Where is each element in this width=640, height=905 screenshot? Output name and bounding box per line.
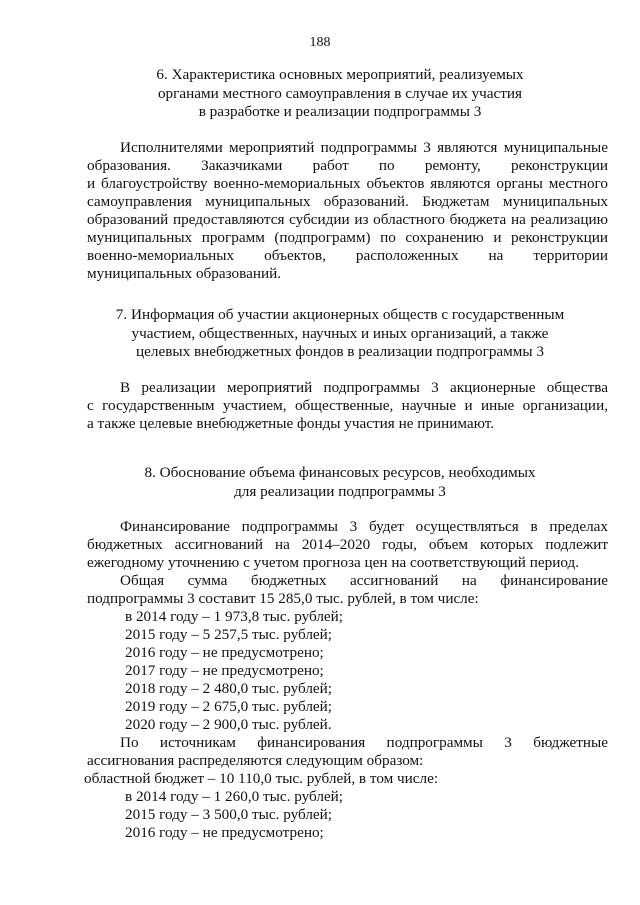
text-line: муниципальных программ (подпрограмм) по сохранению и реконструкции <box>87 229 608 246</box>
heading-line: целевых внебюджетных фондов в реализации подпрограммы 3 <box>136 343 544 360</box>
text-line: бюджетных ассигнований на 2014–2020 годы, объем которых подлежит <box>87 536 608 553</box>
section-8-heading <box>70 464 610 501</box>
text-line: областной бюджет – 10 110,0 тыс. рублей, в том числе: <box>84 770 439 787</box>
section-7-heading <box>70 306 610 362</box>
text-line: образований предоставляются субсидии из областного бюджета на реализацию <box>87 211 608 228</box>
heading-line: в разработке и реализации подпрограммы 3 <box>198 103 482 120</box>
text-line: и благоустройству военно-мемориальных объектов являются органы местного <box>87 175 608 192</box>
text-line: ежегодному уточнению с учетом прогноза цен на соответствующий период. <box>87 554 579 571</box>
heading-line: 8. Обоснование объема финансовых ресурсов, необходимых <box>144 464 536 481</box>
section-6-text <box>87 139 608 283</box>
text-line: муниципальных образований. <box>87 265 281 282</box>
list-item: 2015 году – 3 500,0 тыс. рублей; <box>125 806 333 823</box>
list-item: 2020 году – 2 900,0 тыс. рублей. <box>125 716 332 733</box>
section-6-heading <box>70 66 610 122</box>
heading-line: 6. Характеристика основных мероприятий, реализуемых <box>156 66 524 83</box>
section-8-paragraph-1 <box>87 518 608 572</box>
text-line: подпрограммы 3 составит 15 285,0 тыс. рублей, в том числе: <box>87 590 479 607</box>
list-item: в 2014 году – 1 260,0 тыс. рублей; <box>125 788 343 805</box>
text-line: самоуправления муниципальных образований. Бюджетам муниципальных <box>87 193 608 210</box>
text-line: В реализации мероприятий подпрограммы 3 акционерные общества <box>120 379 608 396</box>
text-line: а также целевые внебюджетные фонды участия не принимают. <box>87 415 495 432</box>
heading-line: участием, общественных, научных и иных организаций, а также <box>131 324 549 342</box>
heading-line: органами местного самоуправления в случае их участия <box>157 84 523 102</box>
list-item: 2018 году – 2 480,0 тыс. рублей; <box>125 680 333 697</box>
list-item: 2016 году – не предусмотрено; <box>125 644 324 661</box>
section-8-paragraph-3 <box>84 734 608 788</box>
page-number: 188 <box>309 35 331 50</box>
text-line: Общая сумма бюджетных ассигнований на финансирование <box>120 572 608 589</box>
text-line: Финансирование подпрограммы 3 будет осуществляться в пределах <box>120 518 608 535</box>
list-item: 2016 году – не предусмотрено; <box>125 824 324 841</box>
heading-line: 7. Информация об участии акционерных обществ с государственным <box>115 306 565 323</box>
list-item: 2015 году – 5 257,5 тыс. рублей; <box>125 626 333 643</box>
section-8-paragraph-2 <box>87 572 608 608</box>
text-line: с государственным участием, общественные, научные и иные организации, <box>87 397 608 414</box>
text-line: По источникам финансирования подпрограммы 3 бюджетные <box>120 734 608 751</box>
heading-line: для реализации подпрограммы 3 <box>234 482 446 500</box>
text-line: военно-мемориальных объектов, расположенных на территории <box>87 247 608 264</box>
text-line: Исполнителями мероприятий подпрограммы 3 являются муниципальные <box>120 139 608 156</box>
list-item: в 2014 году – 1 973,8 тыс. рублей; <box>125 608 343 625</box>
list-item: 2017 году – не предусмотрено; <box>125 662 324 679</box>
section-7-text <box>87 379 608 433</box>
list-item: 2019 году – 2 675,0 тыс. рублей; <box>125 698 333 715</box>
text-line: образования. Заказчиками работ по ремонту, реконструкции <box>87 157 608 174</box>
text-line: ассигнования распределяются следующим образом: <box>87 752 424 769</box>
